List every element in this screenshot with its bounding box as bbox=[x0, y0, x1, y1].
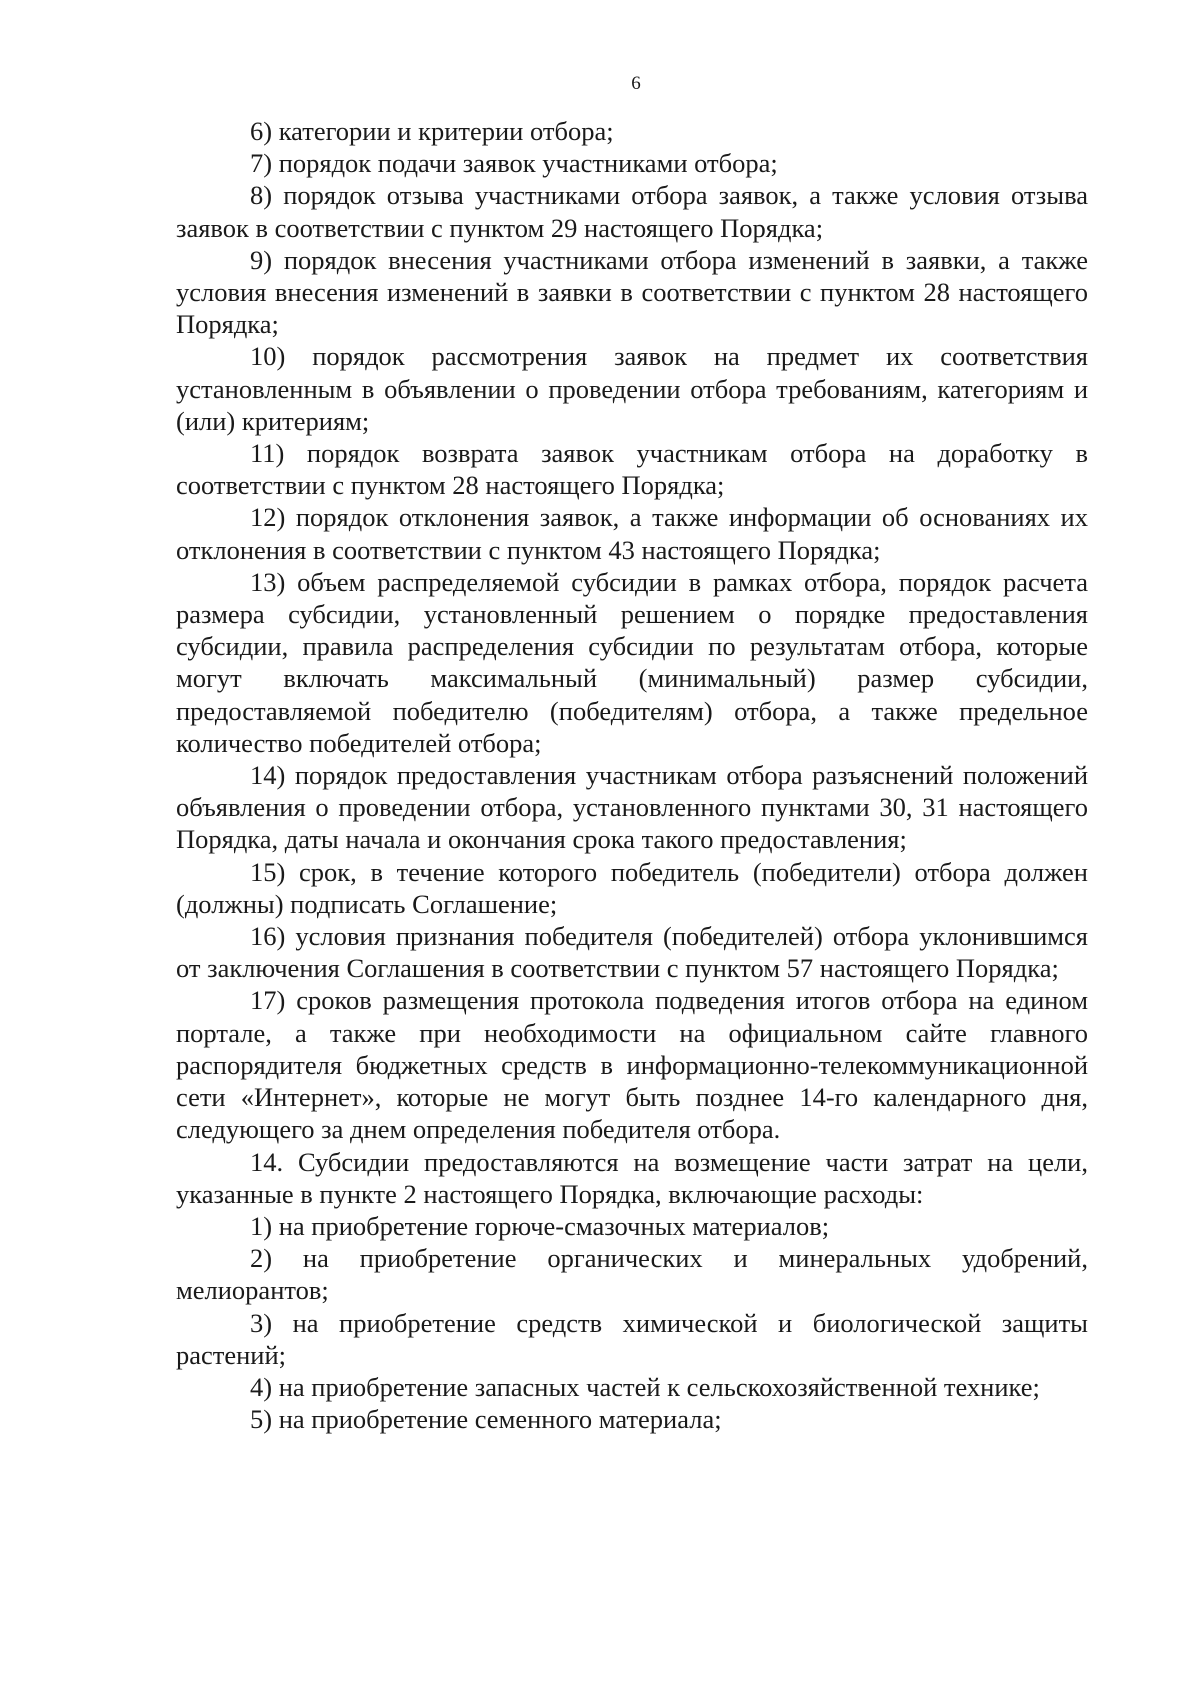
list-item: 11) порядок возврата заявок участникам отбора на доработку в соответствии с пунктом 28 настоящего Порядка; bbox=[176, 438, 1088, 501]
list-item: 1) на приобретение горюче-смазочных материалов; bbox=[250, 1210, 830, 1241]
list-item: 17) сроков размещения протокола подведения итогов отбора на едином портале, а также при необходимости на официальном сайте главного распорядителя бюджетных средств в информационно-телекоммуникационной сети «Интернет», которые не могут быть позднее 14-го календарного дня, следующего за днем определения победителя отбора. bbox=[176, 985, 1088, 1145]
list-item: 12) порядок отклонения заявок, а также информации об основаниях их отклонения в соответствии с пунктом 43 настоящего Порядка; bbox=[176, 502, 1088, 565]
section-paragraph: 14. Субсидии предоставляются на возмещение части затрат на цели, указанные в пункте 2 настоящего Порядка, включающие расходы: bbox=[176, 1146, 1088, 1209]
list-item: 15) срок, в течение которого победитель (победители) отбора должен (должны) подписать Соглашение; bbox=[176, 856, 1088, 919]
list-item: 5) на приобретение семенного материала; bbox=[250, 1404, 722, 1435]
list-item: 14) порядок предоставления участникам отбора разъяснений положений объявления о проведении отбора, установленного пунктами 30, 31 настоящего Порядка, даты начала и окончания срока такого предоставления; bbox=[176, 760, 1088, 855]
document-body bbox=[176, 115, 1088, 1435]
list-item: 4) на приобретение запасных частей к сельскохозяйственной технике; bbox=[250, 1371, 1040, 1402]
list-item: 3) на приобретение средств химической и биологической защиты растений; bbox=[176, 1307, 1088, 1370]
page-number: 6 bbox=[631, 73, 641, 94]
list-item: 8) порядок отзыва участниками отбора заявок, а также условия отзыва заявок в соответствии с пунктом 29 настоящего Порядка; bbox=[176, 180, 1088, 243]
list-item: 9) порядок внесения участниками отбора изменений в заявки, а также условия внесения изменений в заявки в соответствии с пунктом 28 настоящего Порядка; bbox=[176, 244, 1088, 340]
list-item: 13) объем распределяемой субсидии в рамках отбора, порядок расчета размера субсидии, установленный решением о порядке предоставления субсидии, правила распределения субсидии по результатам отбора, которые могут включать максимальный (минимальный) размер субсидии, предоставляемой победителю (победителям) отбора, а также предельное количество победителей отбора; bbox=[176, 566, 1088, 758]
list-item: 7) порядок подачи заявок участниками отбора; bbox=[250, 148, 778, 179]
list-item: 16) условия признания победителя (победителей) отбора уклонившимся от заключения Соглашения в соответствии с пунктом 57 настоящего Порядка; bbox=[176, 921, 1088, 984]
list-item: 6) категории и критерии отбора; bbox=[250, 116, 614, 146]
list-item: 10) порядок рассмотрения заявок на предмет их соответствия установленным в объявлении о проведении отбора требованиям, категориям и (или) критериям; bbox=[176, 341, 1088, 436]
list-item: 2) на приобретение органических и минеральных удобрений, мелиорантов; bbox=[176, 1243, 1088, 1306]
